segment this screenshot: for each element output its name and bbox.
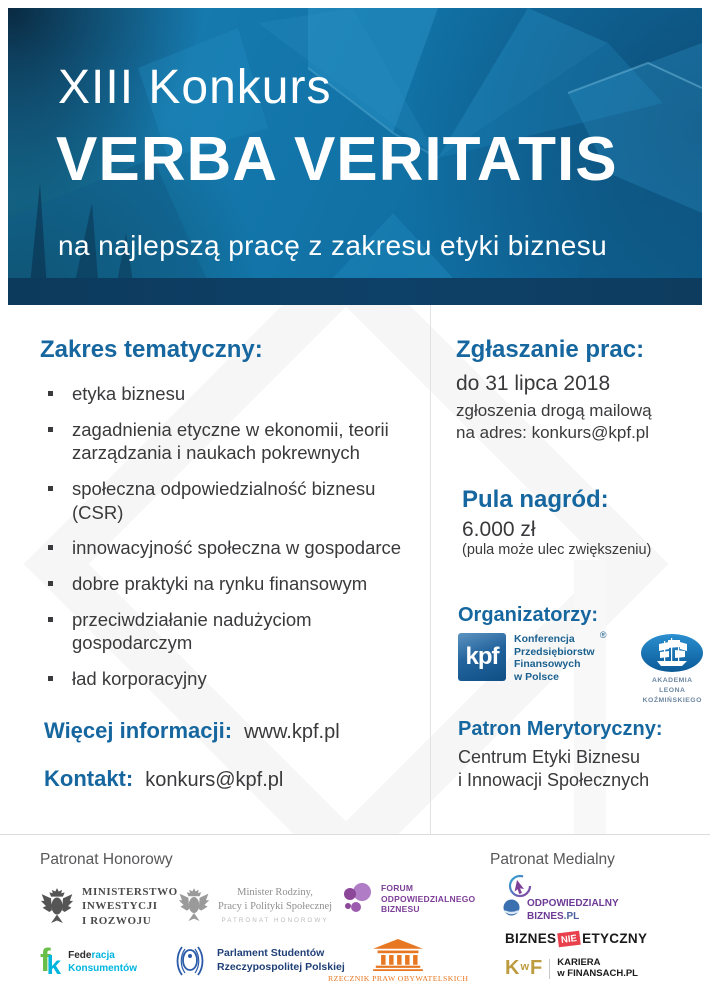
psrp-name: [217, 947, 345, 974]
ob-name-line1: ODPOWIEDZIALNY: [527, 898, 619, 909]
alk-ship-icon: [640, 633, 704, 673]
fk-name-line2: Konsumentów: [68, 963, 138, 975]
topic-item: dobre praktyki na rynku finansowym: [46, 572, 406, 596]
fob-circles-icon: [340, 881, 376, 917]
parlament-studentow-logo: [172, 943, 345, 979]
ministry-name-line: I ROZWOJU: [82, 914, 152, 927]
poster-subtitle: na najlepszą pracę z zakresu etyki biznesu: [58, 230, 608, 261]
ministry-name-line: INWESTYCJI: [82, 900, 158, 913]
kpf-logo: [458, 630, 607, 683]
psrp-emblem-icon: [172, 943, 208, 979]
topics-heading: Zakres tematyczny:: [40, 336, 263, 363]
kpf-name-line: w Polsce: [514, 670, 559, 683]
rpo-caption: RZECZNIK PRAW OBYWATELSKICH: [328, 974, 469, 983]
topic-item: innowacyjność społeczna w gospodarce: [46, 536, 406, 560]
poster-title-line1: XIII Konkurs: [58, 61, 332, 114]
patron-name-line: Centrum Etyki Biznesu: [458, 747, 641, 767]
prize-heading: Pula nagród:: [462, 486, 609, 513]
submission-heading: Zgłaszanie prac:: [456, 336, 645, 363]
ob-name-line2: [527, 911, 619, 924]
ministry-family-name: [218, 886, 332, 924]
contact-row: [44, 766, 283, 792]
submission-note-line1: zgłoszenia drogą mailową: [456, 401, 652, 420]
registered-mark-icon: ®: [599, 630, 607, 640]
ministry-name-line: Minister Rodziny,: [237, 886, 313, 898]
ministry-investment-name: [82, 885, 178, 928]
kwf-letter-w: w: [520, 960, 530, 973]
rpo-building-icon: [370, 939, 426, 971]
forum-odpowiedzialnego-biznesu-logo: [340, 881, 475, 917]
topic-item: ład korporacyjny: [46, 667, 406, 691]
honorary-patronage-heading: Patronat Honorowy: [40, 851, 173, 868]
more-info-label: Więcej informacji:: [44, 718, 233, 743]
psrp-name-line: Parlament Studentów: [217, 947, 325, 960]
biznes-nie-etyczny-logo: [505, 931, 647, 946]
column-divider: [430, 305, 431, 834]
alk-caption: [635, 676, 710, 707]
federacja-konsumentow-logo: [40, 942, 138, 980]
bne-word-biznes: BIZNES: [505, 931, 557, 946]
rzecznik-praw-obywatelskich-logo: [328, 939, 468, 983]
kariera-w-finansach-logo: [505, 957, 638, 980]
fk-letter-k: k: [46, 950, 62, 980]
cursor-circle-icon: [507, 873, 533, 899]
ministry-family-logo: [178, 885, 332, 925]
prize-note: (pula może ulec zwiększeniu): [462, 542, 652, 558]
topic-item: przeciwdziałanie nadużyciom gospodarczym: [46, 608, 406, 655]
fk-name-line1: [68, 949, 137, 963]
kpf-name-line: Finansowych: [514, 658, 581, 671]
ob-name-line2-main: BIZNES: [527, 910, 564, 922]
globe-icon: [503, 899, 520, 916]
prize-amount: 6.000 zł: [462, 518, 536, 541]
ob-name-line2-suffix: .PL: [563, 910, 580, 922]
topic-item: społeczna odpowiedzialność biznesu (CSR): [46, 477, 406, 524]
ministry-family-lines: [218, 886, 332, 913]
bne-nie-badge: NIE: [558, 930, 581, 947]
hero-bottom-strip: [8, 278, 702, 305]
honorary-patronage-subline: PATRONAT HONOROWY: [221, 917, 329, 925]
fob-name-line: BIZNESU: [381, 904, 420, 915]
poster-title-line2: VERBA VERITATIS: [56, 125, 618, 194]
fk-letter-f: f: [40, 942, 51, 978]
fk-name: [68, 949, 137, 976]
ob-name: [527, 898, 619, 923]
submission-note-line2: na adres: konkurs@kpf.pl: [456, 423, 650, 443]
submission-note: [456, 400, 652, 445]
fob-name: [381, 883, 475, 915]
fk-monogram-icon: [40, 942, 62, 980]
eagle-emblem-icon: [178, 885, 210, 925]
fk-name-part2: racja: [91, 949, 115, 961]
organizers-logos: [458, 630, 710, 707]
kpf-logo-icon: kpf: [458, 633, 506, 681]
patron-name: [458, 746, 649, 793]
kpf-name-line: Konferencja: [514, 633, 575, 645]
topics-list: [46, 382, 406, 703]
patron-heading: Patron Merytoryczny:: [458, 718, 663, 740]
eagle-emblem-icon: [40, 885, 74, 927]
topic-item: zagadnienia etyczne w ekonomii, teorii zarządzania i naukach pokrewnych: [46, 418, 406, 465]
kwf-name: [557, 958, 638, 980]
kpf-name-line: Przedsiębiorstw: [514, 645, 595, 658]
ministry-investment-logo: [40, 885, 178, 928]
contact-email: konkurs@kpf.pl: [145, 769, 284, 791]
topic-item: etyka biznesu: [46, 382, 406, 406]
kwf-letter-f: F: [530, 957, 543, 979]
alk-caption-line: LEONA KOŹMIŃSKIEGO: [642, 687, 702, 705]
alk-caption-line: AKADEMIA: [651, 677, 693, 684]
organizers-heading: Organizatorzy:: [458, 604, 599, 626]
website-link: www.kpf.pl: [244, 721, 340, 743]
kwf-letter-k: K: [505, 957, 520, 979]
patron-name-line: i Innowacji Społecznych: [458, 770, 650, 791]
fob-name-line: ODPOWIEDZIALNEGO: [381, 893, 476, 904]
hero-banner: [8, 8, 702, 305]
kpf-name: [514, 630, 607, 683]
more-info-row: [44, 718, 340, 744]
ministry-name-line: MINISTERSTWO: [82, 886, 178, 898]
footer: [0, 834, 710, 1001]
psrp-name-line: Rzeczypospolitej Polskiej: [217, 961, 345, 973]
ministry-name-line: Pracy i Polityki Społecznej: [218, 900, 333, 912]
media-patronage-heading: Patronat Medialny: [490, 851, 615, 868]
fk-name-part1: Fede: [68, 949, 92, 961]
odpowiedzialny-biznes-logo: [503, 873, 643, 922]
kwf-name-line2: w FINANSACH.PL: [557, 967, 638, 979]
submission-deadline: do 31 lipca 2018: [456, 372, 611, 395]
alk-logo: [635, 633, 710, 707]
kwf-name-line1: KARIERA: [557, 956, 601, 968]
kwf-monogram-icon: [505, 957, 542, 980]
contact-label: Kontakt:: [44, 766, 134, 791]
bne-word-etyczny: ETYCZNY: [582, 931, 648, 946]
kwf-divider: [549, 959, 550, 979]
fob-name-line: FORUM: [381, 883, 414, 894]
